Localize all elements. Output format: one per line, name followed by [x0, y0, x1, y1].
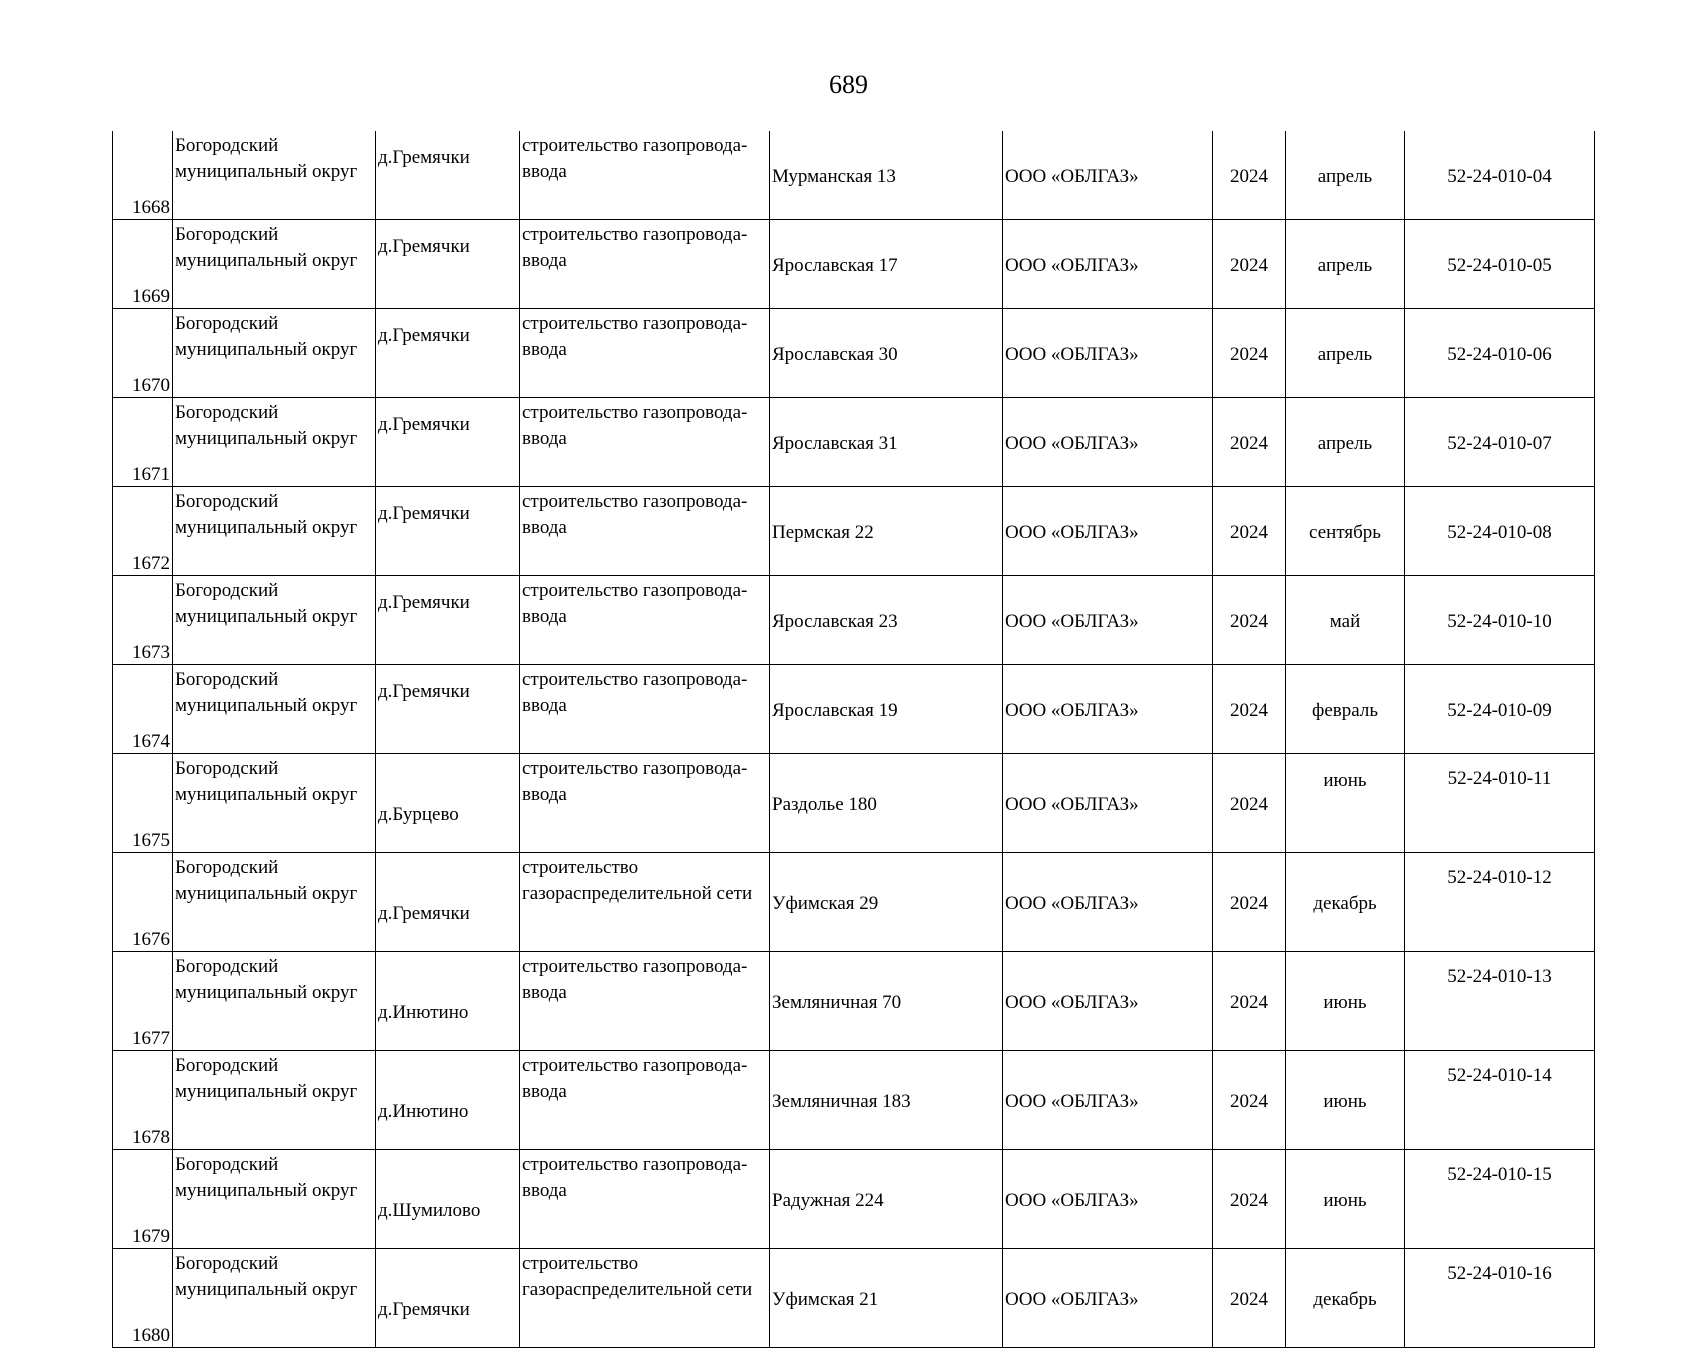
work-type-cell: строительство газопровода-ввода	[520, 220, 770, 309]
district-cell: Богородский муниципальный округ	[173, 665, 376, 754]
settlement-cell: д.Инютино	[376, 952, 520, 1051]
code-cell: 52-24-010-15	[1405, 1150, 1595, 1249]
month-cell: апрель	[1286, 220, 1405, 309]
code-cell: 52-24-010-13	[1405, 952, 1595, 1051]
work-type-cell: строительство газопровода-ввода	[520, 309, 770, 398]
month-cell: апрель	[1286, 131, 1405, 220]
organization-cell: ООО «ОБЛГАЗ»	[1003, 309, 1213, 398]
table-row	[113, 754, 1595, 853]
year-cell: 2024	[1213, 754, 1286, 853]
code-cell: 52-24-010-12	[1405, 853, 1595, 952]
district-cell: Богородский муниципальный округ	[173, 853, 376, 952]
code-cell: 52-24-010-04	[1405, 131, 1595, 220]
organization-cell: ООО «ОБЛГАЗ»	[1003, 576, 1213, 665]
organization-cell: ООО «ОБЛГАЗ»	[1003, 754, 1213, 853]
code-cell: 52-24-010-07	[1405, 398, 1595, 487]
month-cell: июнь	[1286, 1150, 1405, 1249]
row-number: 1679	[113, 1150, 173, 1249]
organization-cell: ООО «ОБЛГАЗ»	[1003, 665, 1213, 754]
settlement-cell: д.Гремячки	[376, 665, 520, 754]
page-number: 689	[829, 70, 868, 99]
organization-cell: ООО «ОБЛГАЗ»	[1003, 1150, 1213, 1249]
settlement-cell: д.Гремячки	[376, 398, 520, 487]
row-number: 1672	[113, 487, 173, 576]
table-row	[113, 487, 1595, 576]
row-number: 1680	[113, 1249, 173, 1348]
work-type-cell: строительство газопровода-ввода	[520, 1150, 770, 1249]
address-cell: Уфимская 21	[770, 1249, 1003, 1348]
district-cell: Богородский муниципальный округ	[173, 487, 376, 576]
district-cell: Богородский муниципальный округ	[173, 1249, 376, 1348]
address-cell: Мурманская 13	[770, 131, 1003, 220]
address-cell: Раздолье 180	[770, 754, 1003, 853]
settlement-cell: д.Шумилово	[376, 1150, 520, 1249]
code-cell: 52-24-010-11	[1405, 754, 1595, 853]
district-cell: Богородский муниципальный округ	[173, 1150, 376, 1249]
year-cell: 2024	[1213, 665, 1286, 754]
district-cell: Богородский муниципальный округ	[173, 220, 376, 309]
organization-cell: ООО «ОБЛГАЗ»	[1003, 487, 1213, 576]
work-type-cell: строительство газораспределительной сети	[520, 1249, 770, 1348]
table-row	[113, 131, 1595, 220]
year-cell: 2024	[1213, 487, 1286, 576]
work-type-cell: строительство газопровода-ввода	[520, 952, 770, 1051]
settlement-cell: д.Бурцево	[376, 754, 520, 853]
month-cell: июнь	[1286, 754, 1405, 853]
code-cell: 52-24-010-05	[1405, 220, 1595, 309]
address-cell: Уфимская 29	[770, 853, 1003, 952]
month-cell: сентябрь	[1286, 487, 1405, 576]
settlement-cell: д.Гремячки	[376, 853, 520, 952]
month-cell: июнь	[1286, 1051, 1405, 1150]
work-type-cell: строительство газопровода-ввода	[520, 665, 770, 754]
table-row	[113, 853, 1595, 952]
code-cell: 52-24-010-14	[1405, 1051, 1595, 1150]
table-row	[113, 576, 1595, 665]
year-cell: 2024	[1213, 1051, 1286, 1150]
organization-cell: ООО «ОБЛГАЗ»	[1003, 131, 1213, 220]
district-cell: Богородский муниципальный округ	[173, 952, 376, 1051]
district-cell: Богородский муниципальный округ	[173, 309, 376, 398]
table-row	[113, 398, 1595, 487]
settlement-cell: д.Гремячки	[376, 309, 520, 398]
code-cell: 52-24-010-16	[1405, 1249, 1595, 1348]
row-number: 1668	[113, 131, 173, 220]
address-cell: Ярославская 30	[770, 309, 1003, 398]
address-cell: Радужная 224	[770, 1150, 1003, 1249]
work-type-cell: строительство газораспределительной сети	[520, 853, 770, 952]
settlement-cell: д.Гремячки	[376, 1249, 520, 1348]
month-cell: апрель	[1286, 398, 1405, 487]
code-cell: 52-24-010-06	[1405, 309, 1595, 398]
table-body	[113, 131, 1595, 1348]
district-cell: Богородский муниципальный округ	[173, 398, 376, 487]
district-cell: Богородский муниципальный округ	[173, 131, 376, 220]
code-cell: 52-24-010-10	[1405, 576, 1595, 665]
row-number: 1676	[113, 853, 173, 952]
address-cell: Земляничная 183	[770, 1051, 1003, 1150]
work-type-cell: строительство газопровода-ввода	[520, 754, 770, 853]
year-cell: 2024	[1213, 220, 1286, 309]
year-cell: 2024	[1213, 131, 1286, 220]
row-number: 1677	[113, 952, 173, 1051]
district-cell: Богородский муниципальный округ	[173, 754, 376, 853]
month-cell: июнь	[1286, 952, 1405, 1051]
table-row	[113, 220, 1595, 309]
address-cell: Ярославская 23	[770, 576, 1003, 665]
code-cell: 52-24-010-09	[1405, 665, 1595, 754]
work-type-cell: строительство газопровода-ввода	[520, 131, 770, 220]
table-row	[113, 665, 1595, 754]
month-cell: май	[1286, 576, 1405, 665]
month-cell: декабрь	[1286, 853, 1405, 952]
row-number: 1673	[113, 576, 173, 665]
row-number: 1675	[113, 754, 173, 853]
year-cell: 2024	[1213, 853, 1286, 952]
table-row	[113, 309, 1595, 398]
organization-cell: ООО «ОБЛГАЗ»	[1003, 1249, 1213, 1348]
month-cell: апрель	[1286, 309, 1405, 398]
district-cell: Богородский муниципальный округ	[173, 576, 376, 665]
settlement-cell: д.Гремячки	[376, 576, 520, 665]
address-cell: Ярославская 31	[770, 398, 1003, 487]
organization-cell: ООО «ОБЛГАЗ»	[1003, 220, 1213, 309]
organization-cell: ООО «ОБЛГАЗ»	[1003, 952, 1213, 1051]
address-cell: Ярославская 17	[770, 220, 1003, 309]
year-cell: 2024	[1213, 309, 1286, 398]
settlement-cell: д.Инютино	[376, 1051, 520, 1150]
table-row	[113, 1249, 1595, 1348]
work-type-cell: строительство газопровода-ввода	[520, 398, 770, 487]
organization-cell: ООО «ОБЛГАЗ»	[1003, 398, 1213, 487]
table-row	[113, 952, 1595, 1051]
row-number: 1678	[113, 1051, 173, 1150]
address-cell: Пермская 22	[770, 487, 1003, 576]
row-number: 1670	[113, 309, 173, 398]
month-cell: декабрь	[1286, 1249, 1405, 1348]
gasification-table	[112, 131, 1595, 1348]
year-cell: 2024	[1213, 576, 1286, 665]
settlement-cell: д.Гремячки	[376, 131, 520, 220]
row-number: 1669	[113, 220, 173, 309]
work-type-cell: строительство газопровода-ввода	[520, 576, 770, 665]
work-type-cell: строительство газопровода-ввода	[520, 1051, 770, 1150]
address-cell: Ярославская 19	[770, 665, 1003, 754]
work-type-cell: строительство газопровода-ввода	[520, 487, 770, 576]
year-cell: 2024	[1213, 398, 1286, 487]
table-row	[113, 1051, 1595, 1150]
year-cell: 2024	[1213, 1150, 1286, 1249]
month-cell: февраль	[1286, 665, 1405, 754]
row-number: 1674	[113, 665, 173, 754]
district-cell: Богородский муниципальный округ	[173, 1051, 376, 1150]
table-row	[113, 1150, 1595, 1249]
organization-cell: ООО «ОБЛГАЗ»	[1003, 853, 1213, 952]
year-cell: 2024	[1213, 1249, 1286, 1348]
code-cell: 52-24-010-08	[1405, 487, 1595, 576]
year-cell: 2024	[1213, 952, 1286, 1051]
row-number: 1671	[113, 398, 173, 487]
address-cell: Земляничная 70	[770, 952, 1003, 1051]
organization-cell: ООО «ОБЛГАЗ»	[1003, 1051, 1213, 1150]
settlement-cell: д.Гремячки	[376, 487, 520, 576]
settlement-cell: д.Гремячки	[376, 220, 520, 309]
